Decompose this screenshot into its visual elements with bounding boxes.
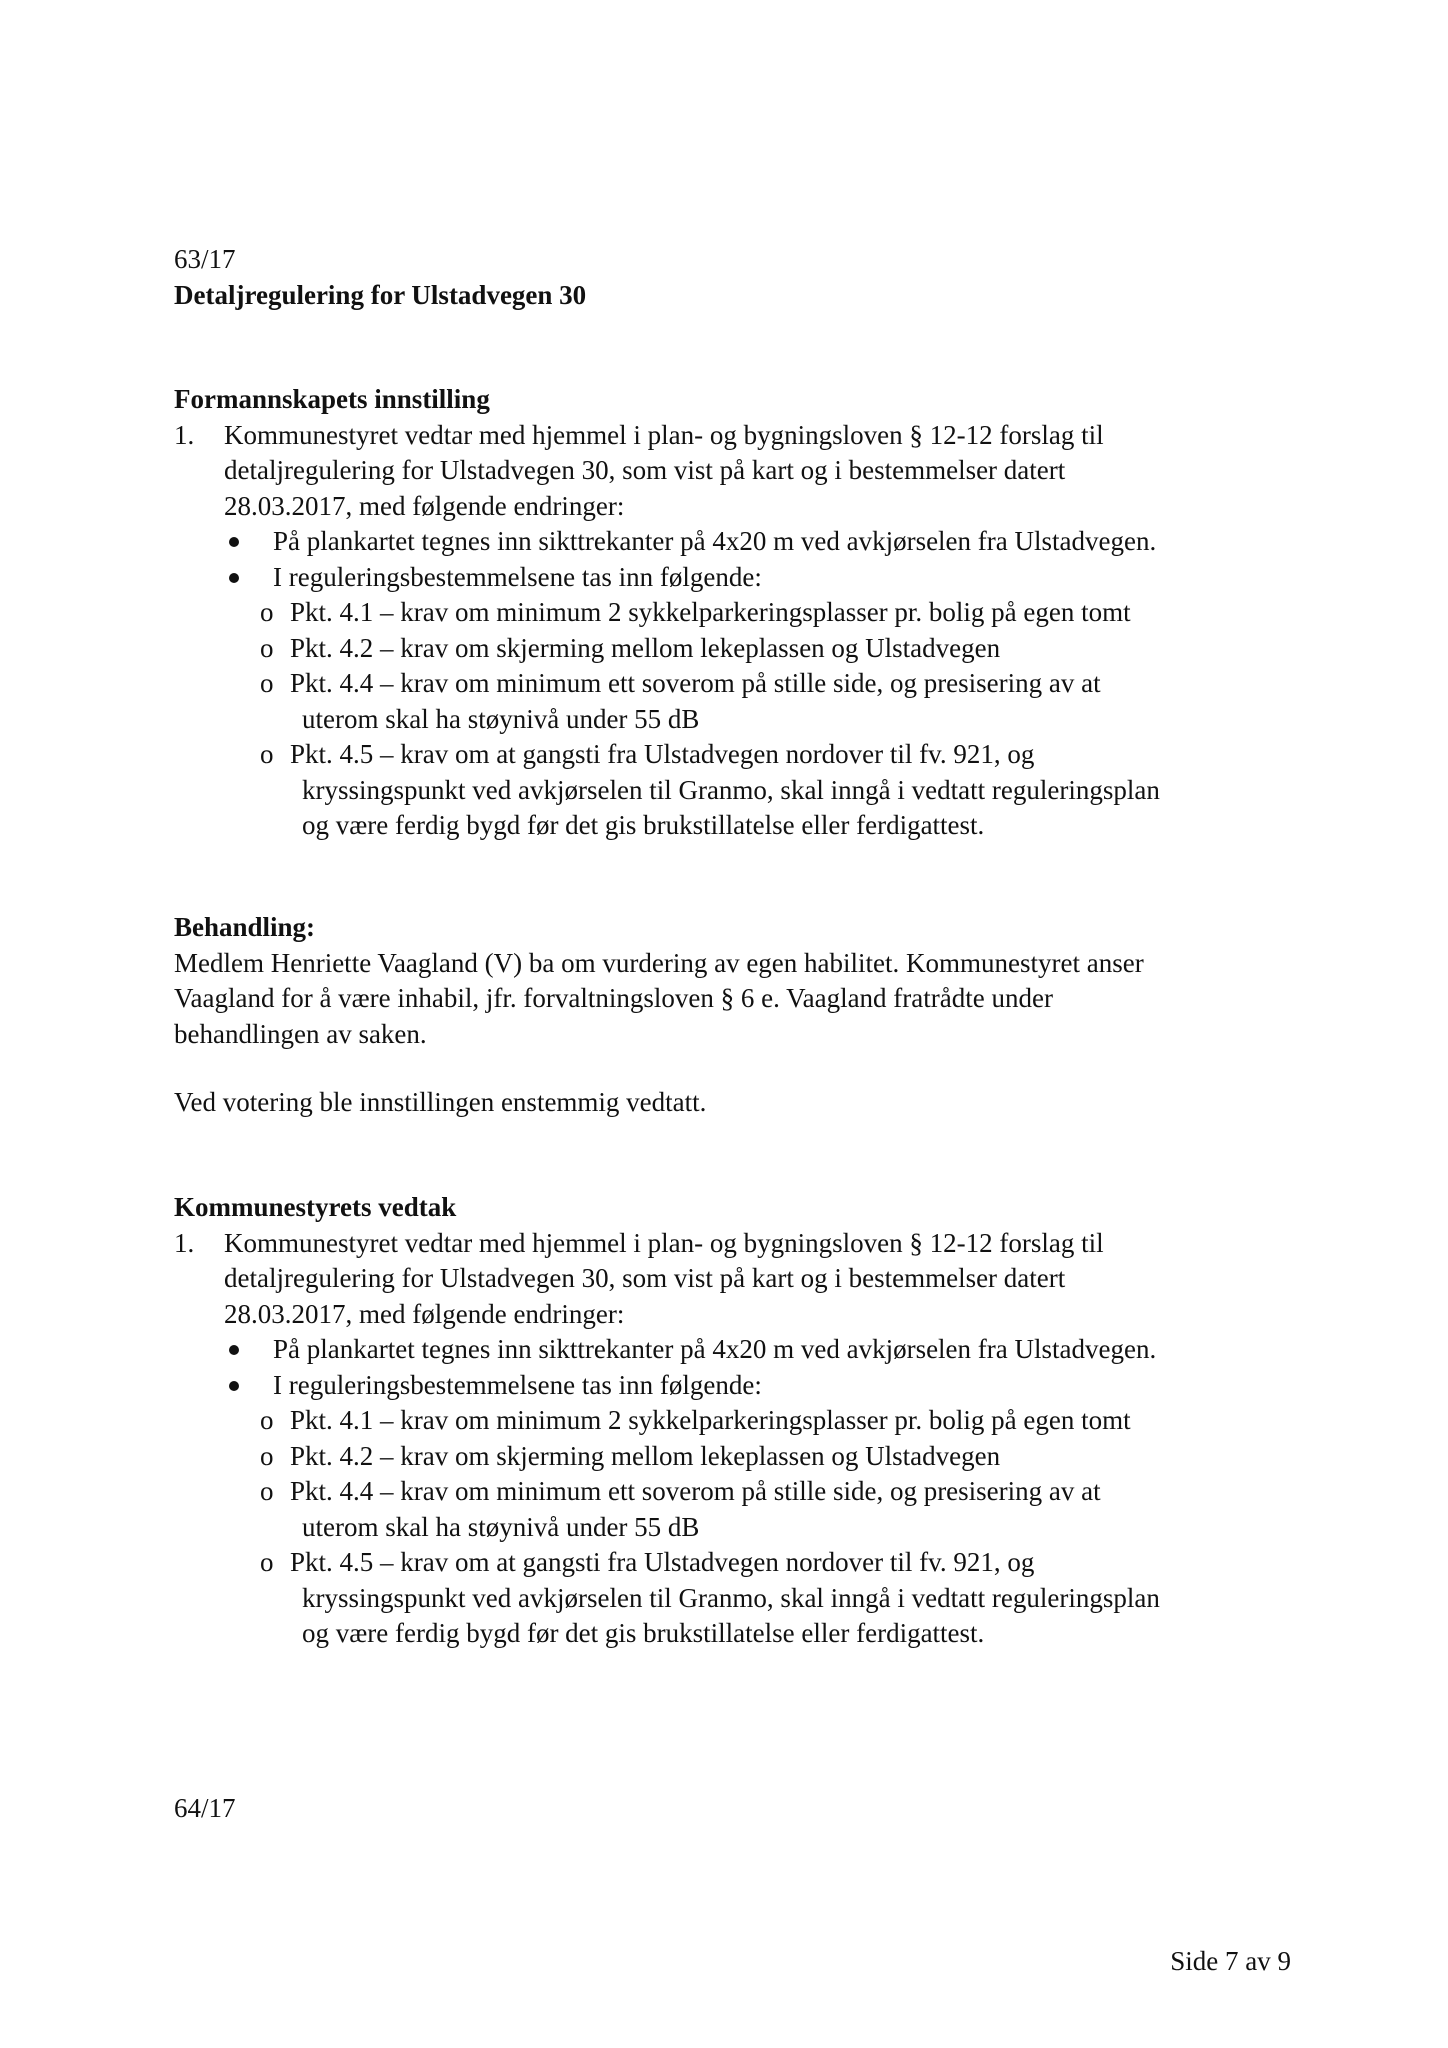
sub-item-text: uterom skal ha støynivå under 55 dB bbox=[302, 703, 700, 734]
bullet-text: På plankartet tegnes inn sikttrekanter på 4x20 m ved avkjørselen fra Ulstadvegen. bbox=[273, 526, 1157, 556]
innstilling-section bbox=[174, 382, 1294, 844]
sub-item-text: uterom skal ha støynivå under 55 dB bbox=[302, 1511, 700, 1542]
votering-text: Ved votering ble innstillingen enstemmig vedtatt. bbox=[174, 1087, 707, 1117]
numbered-item bbox=[174, 418, 1294, 525]
sub-item-text: og være ferdig bygd før det gis brukstillatelse eller ferdigattest. bbox=[302, 810, 985, 840]
sub-item bbox=[260, 595, 1294, 631]
circle-bullet-icon: o bbox=[260, 632, 274, 663]
item-number: 1. bbox=[174, 1227, 195, 1258]
circle-bullet-icon: o bbox=[260, 1440, 274, 1471]
bullet-text: I reguleringsbestemmelsene tas inn følgende: bbox=[273, 1369, 762, 1400]
sub-item bbox=[260, 737, 1294, 844]
sub-item bbox=[260, 1439, 1294, 1475]
circle-bullet-icon: o bbox=[260, 739, 274, 769]
bullet-item bbox=[224, 524, 1294, 560]
votering-paragraph bbox=[174, 1085, 1294, 1121]
item-text-line: detaljregulering for Ulstadvegen 30, som vist på kart og i bestemmelser datert bbox=[224, 1263, 1066, 1293]
circle-bullet-icon: o bbox=[260, 668, 274, 698]
sub-item-text: Pkt. 4.1 – krav om minimum 2 sykkelparkeringsplasser pr. bolig på egen tomt bbox=[290, 597, 1131, 627]
numbered-item bbox=[174, 1226, 1294, 1333]
sub-item-text: kryssingspunkt ved avkjørselen til Granmo, skal inngå i vedtatt reguleringsplan bbox=[302, 774, 1160, 805]
bullet-icon bbox=[229, 1345, 239, 1355]
sub-item-text: kryssingspunkt ved avkjørselen til Granmo, skal inngå i vedtatt reguleringsplan bbox=[302, 1582, 1160, 1613]
behandling-section bbox=[174, 910, 1294, 1052]
paragraph-line: behandlingen av saken. bbox=[174, 1018, 427, 1049]
next-case-header bbox=[174, 1791, 1294, 1827]
circle-bullet-icon: o bbox=[260, 1405, 274, 1435]
sub-item bbox=[260, 631, 1294, 667]
page-number: Side 7 av 9 bbox=[1170, 1946, 1291, 1976]
section-heading: Behandling: bbox=[174, 912, 316, 942]
sub-item-text: Pkt. 4.2 – krav om skjerming mellom lekeplassen og Ulstadvegen bbox=[290, 632, 1001, 663]
circle-bullet-icon: o bbox=[260, 597, 274, 627]
bullet-icon bbox=[229, 1381, 239, 1391]
sub-item bbox=[260, 666, 1294, 737]
section-heading: Kommunestyrets vedtak bbox=[174, 1192, 457, 1222]
bullet-item bbox=[224, 560, 1294, 596]
bullet-text: I reguleringsbestemmelsene tas inn følgende: bbox=[273, 561, 762, 592]
paragraph-line: Medlem Henriette Vaagland (V) ba om vurdering av egen habilitet. Kommunestyret anser bbox=[174, 947, 1144, 978]
item-text-line: 28.03.2017, med følgende endringer: bbox=[224, 490, 625, 521]
sub-item-text: Pkt. 4.4 – krav om minimum ett soverom på stille side, og presisering av at bbox=[290, 1476, 1101, 1506]
bullet-icon bbox=[229, 573, 239, 583]
bullet-list bbox=[174, 1332, 1294, 1403]
item-text-line: Kommunestyret vedtar med hjemmel i plan- og bygningsloven § 12-12 forslag til bbox=[224, 419, 1104, 450]
circle-bullet-icon: o bbox=[260, 1476, 274, 1506]
sub-list bbox=[174, 1403, 1294, 1652]
vedtak-section bbox=[174, 1190, 1294, 1652]
sub-item-text: Pkt. 4.1 – krav om minimum 2 sykkelparkeringsplasser pr. bolig på egen tomt bbox=[290, 1405, 1131, 1435]
case-number: 63/17 bbox=[174, 244, 236, 274]
sub-list bbox=[174, 595, 1294, 844]
bullet-icon bbox=[229, 537, 239, 547]
item-text-line: detaljregulering for Ulstadvegen 30, som vist på kart og i bestemmelser datert bbox=[224, 455, 1066, 485]
sub-item bbox=[260, 1474, 1294, 1545]
bullet-item bbox=[224, 1332, 1294, 1368]
sub-item bbox=[260, 1403, 1294, 1439]
sub-item-text: og være ferdig bygd før det gis brukstillatelse eller ferdigattest. bbox=[302, 1618, 985, 1648]
sub-item bbox=[260, 1545, 1294, 1652]
item-text-line: Kommunestyret vedtar med hjemmel i plan- og bygningsloven § 12-12 forslag til bbox=[224, 1227, 1104, 1258]
circle-bullet-icon: o bbox=[260, 1547, 274, 1577]
case-header bbox=[174, 242, 1294, 313]
case-number: 64/17 bbox=[174, 1793, 236, 1823]
item-number: 1. bbox=[174, 419, 195, 450]
bullet-list bbox=[174, 524, 1294, 595]
bullet-item bbox=[224, 1368, 1294, 1404]
section-heading: Formannskapets innstilling bbox=[174, 384, 490, 414]
sub-item-text: Pkt. 4.4 – krav om minimum ett soverom på stille side, og presisering av at bbox=[290, 668, 1101, 698]
case-title: Detaljregulering for Ulstadvegen 30 bbox=[174, 279, 587, 310]
paragraph-line: Vaagland for å være inhabil, jfr. forvaltningsloven § 6 e. Vaagland fratrådte under bbox=[174, 983, 1053, 1013]
sub-item-text: Pkt. 4.5 – krav om at gangsti fra Ulstadvegen nordover til fv. 921, og bbox=[290, 739, 1035, 769]
sub-item-text: Pkt. 4.5 – krav om at gangsti fra Ulstadvegen nordover til fv. 921, og bbox=[290, 1547, 1035, 1577]
sub-item-text: Pkt. 4.2 – krav om skjerming mellom lekeplassen og Ulstadvegen bbox=[290, 1440, 1001, 1471]
item-text-line: 28.03.2017, med følgende endringer: bbox=[224, 1298, 625, 1329]
bullet-text: På plankartet tegnes inn sikttrekanter på 4x20 m ved avkjørselen fra Ulstadvegen. bbox=[273, 1334, 1157, 1364]
